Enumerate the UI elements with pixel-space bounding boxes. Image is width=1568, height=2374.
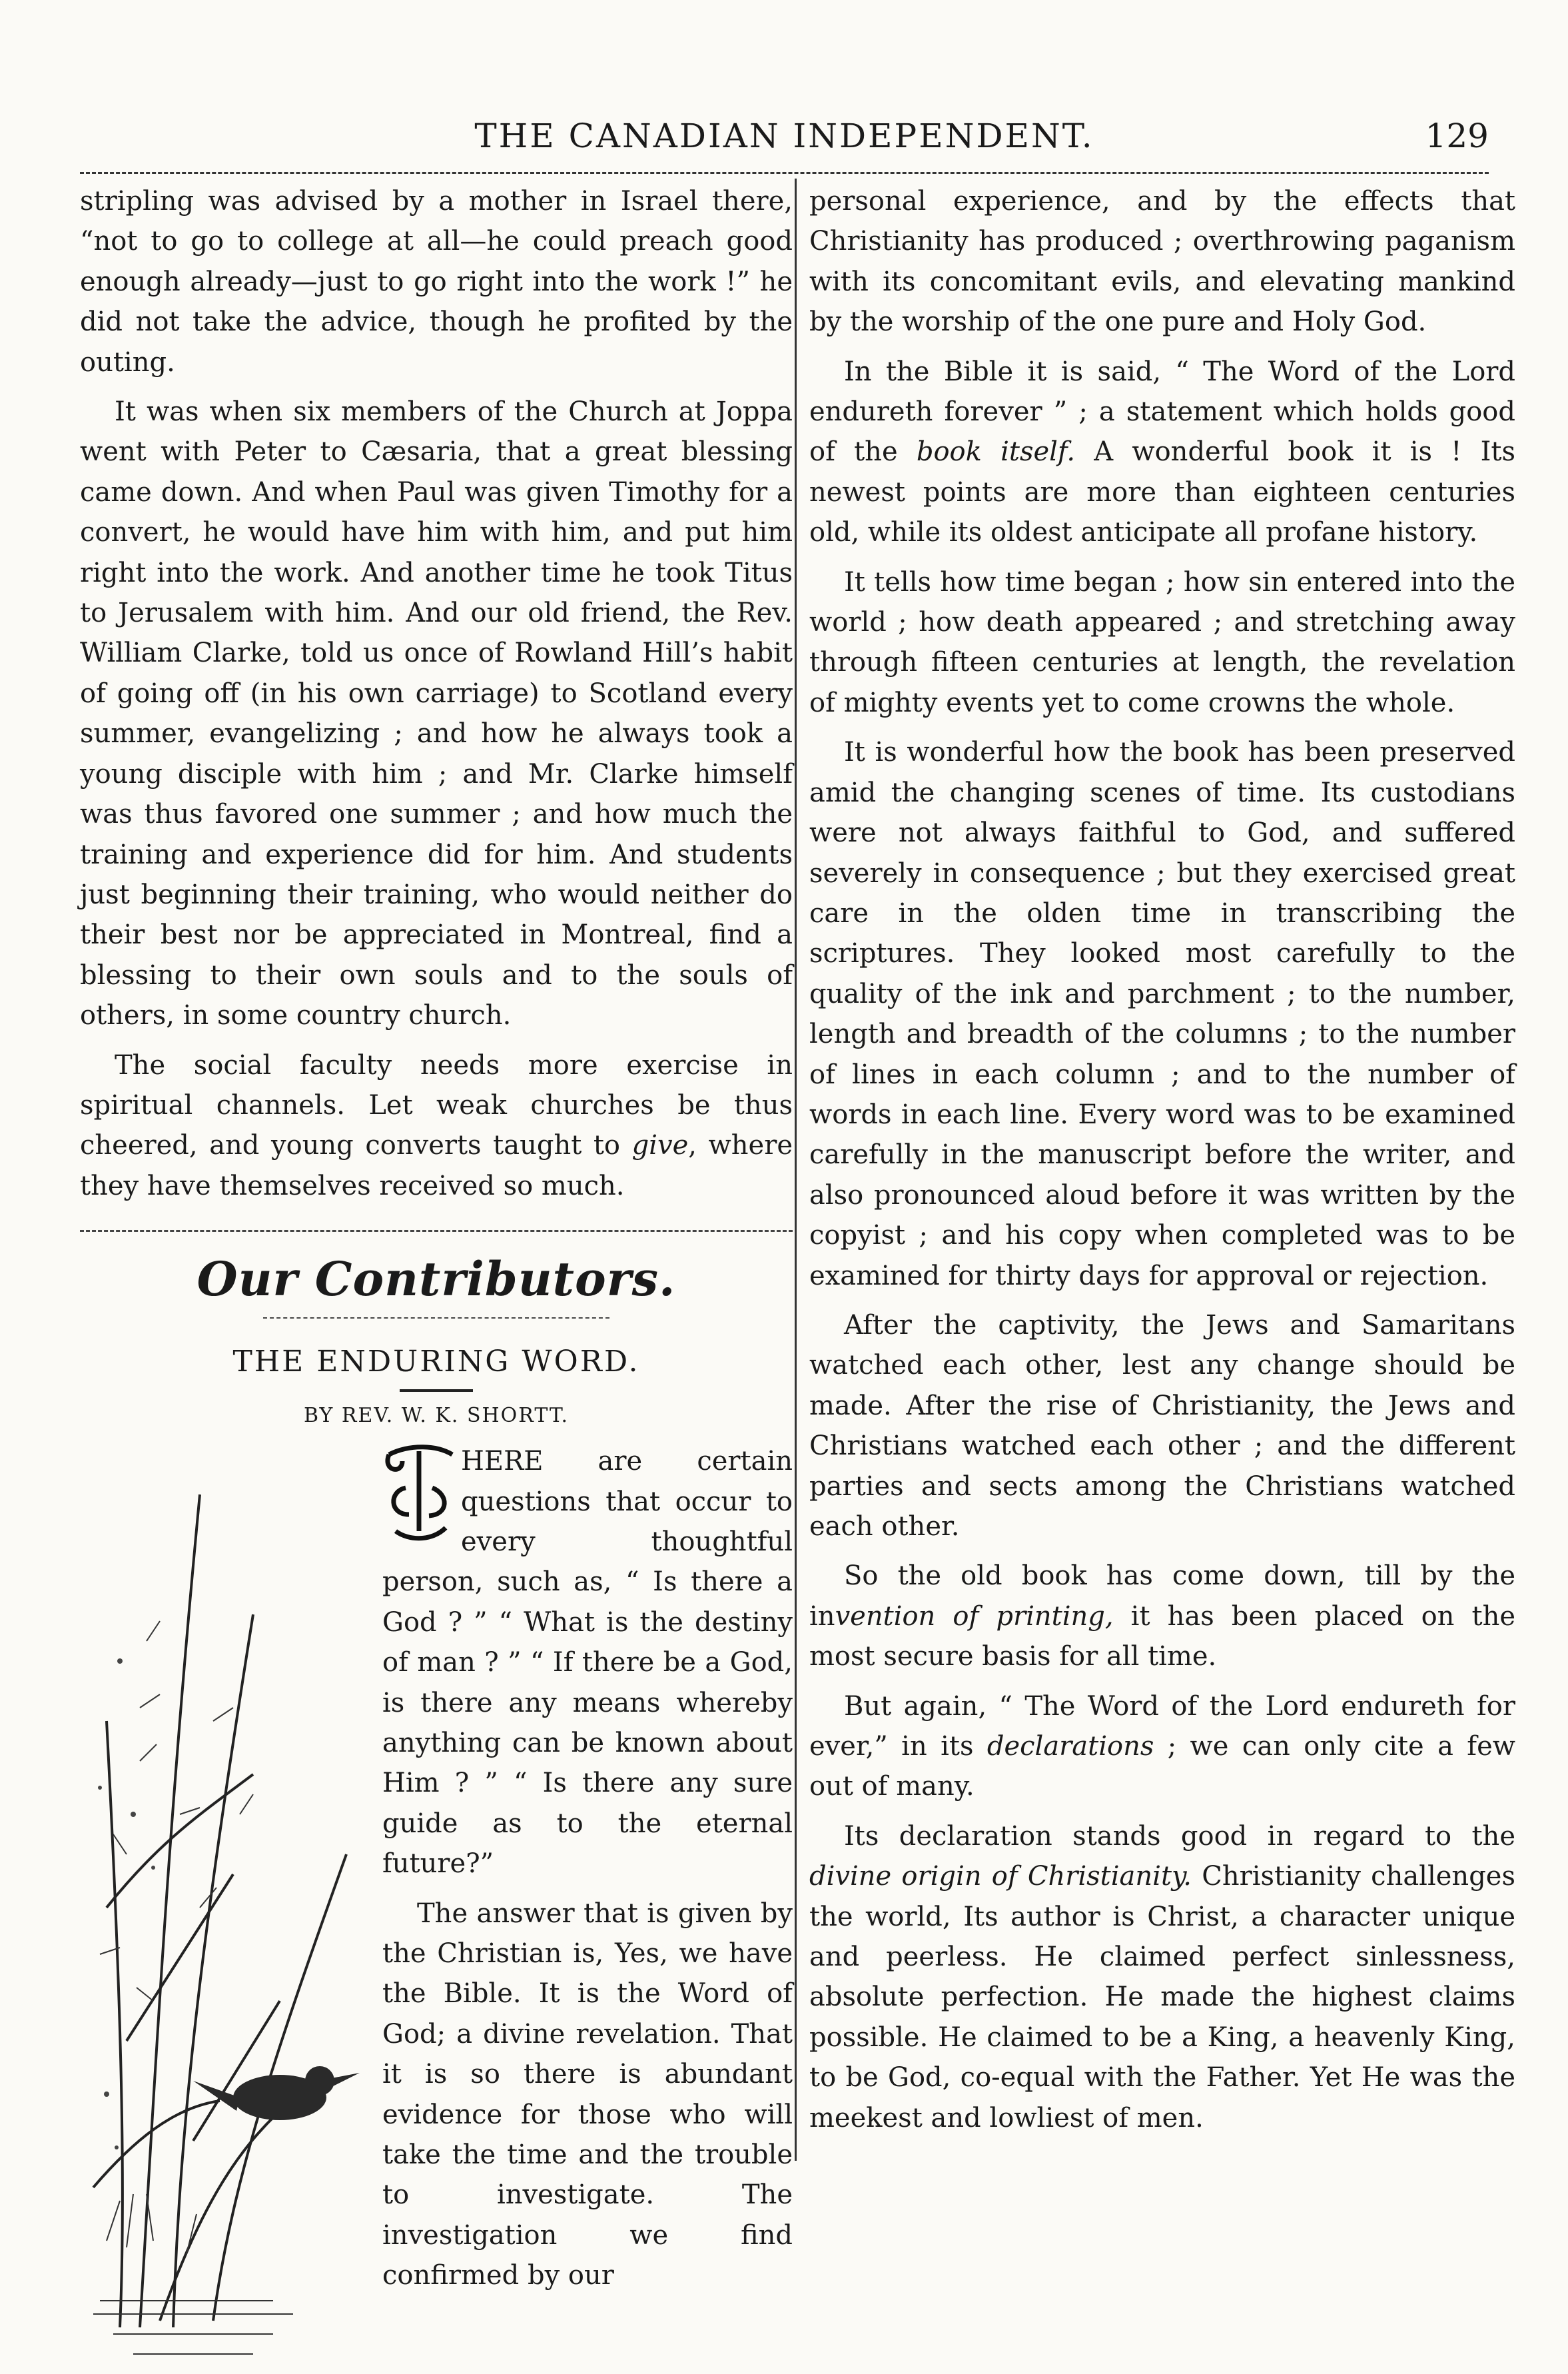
publication-title: THE CANADIAN INDEPENDENT.	[474, 117, 1094, 155]
paragraph	[809, 1556, 1515, 1676]
running-head	[80, 117, 1489, 167]
paragraph-text: A wonderful book it is ! Its newest points are more than eighteen centuries old, while its oldest anticipate all profane history.	[809, 436, 1515, 548]
byline: BY REV. W. K. SHORTT.	[303, 1404, 570, 1428]
emphasis: vention of printing,	[835, 1600, 1114, 1632]
paragraph-text: ; we can only cite a few out of many.	[809, 1731, 1515, 1802]
paragraph-text: it has been placed on the most secure basis for all time.	[809, 1600, 1516, 1672]
paragraph-text: , where they have themselves received so much.	[80, 1130, 793, 1201]
reeds-bird-illustration	[80, 1441, 373, 2374]
paragraph	[809, 352, 1515, 553]
emphasis: book itself.	[916, 436, 1076, 468]
reeds-illustration-svg	[80, 1441, 373, 2374]
paragraph-text: Its declaration stands good in regard to the	[844, 1820, 1515, 1852]
paragraph: It is wonderful how the book has been preserved amid the changing scenes of time. Its custodians were not always faithful to God, and suffered severely in consequence ; but they exercised great care in the olden time in transcribing the scriptures. They looked most carefully to the quality of the ink and parchment ; to the number, length and breadth of the columns ; to the number of lines in each column ; and to the number of words in each line. Every word was to be examined carefully in the manuscript before the writer, and also pronounced aloud before it was written by the copyist ; and his copy when completed was to be examined for thirty days for approval or rejection.	[809, 737, 1515, 1291]
title-rule	[400, 1389, 473, 1392]
header-rule	[80, 172, 1489, 174]
paragraph	[809, 1686, 1515, 1807]
paragraph: It was when six members of the Church at Joppa went with Peter to Cæsaria, that a great blessing came down. And when Paul was given Timothy for a convert, he would have him with him, and put him right into the work. And another time he took Titus to Jerusalem with him. And our old friend, the Rev. William Clarke, told us once of Rowland Hill’s habit of going off (in his own carriage) to Scotland every summer, evangelizing ; and how he always took a young disciple with him ; and Mr. Clarke himself was thus favored one summer ; and how much the training and experience did for him. And students just beginning their training, who would neither do their best nor be appreciated in Montreal, find a blessing to their own souls and to the souls of others, in some country church.	[80, 396, 793, 1031]
paragraph: personal experience, and by the effects that Christianity has produced ; overthrowing paganism with its concomitant evils, and elevating mankind by the worship of the one pure and Holy God.	[809, 186, 1515, 338]
paragraph: It tells how time began ; how sin entered into the world ; how death appeared ; and stretching away through fifteen centuries at length, the revelation of mighty events yet to come crowns the whole.	[809, 566, 1515, 718]
page-number: 129	[1425, 117, 1489, 155]
paragraph	[80, 1045, 793, 1207]
paragraph: stripling was advised by a mother in Israel there, “not to go to college at all—he could preach good enough already—just to go right into the work !” he did not take the advice, though he profited by the outing.	[80, 186, 793, 378]
paragraph-text: So the old book has come down, till by the in	[809, 1560, 1515, 1632]
article-opening: HERE are certain questions that occur to every thoughtful person, such as, “ Is there a God ? ” “ What is the destiny of man ? ” “ If there be a God, is there any means whereby anything can be known about Him ? ” “ Is there any sure guide as to the eternal future?”	[382, 1446, 793, 1880]
paragraph: After the captivity, the Jews and Samaritans watched each other, lest any change should be made. After the rise of Christianity, the Jews and Christians watched each other ; and the different parties and sects among the Christians watched each other.	[809, 1309, 1515, 1542]
column-divider	[795, 179, 797, 2161]
paragraph-text: But again, “ The Word of the Lord endureth for ever,” in its	[809, 1690, 1515, 1762]
paragraph	[809, 1816, 1515, 2138]
section-title: Our Contributors.	[196, 1251, 676, 1307]
left-column	[80, 181, 793, 2374]
paragraph-text: In the Bible it is said, “ The Word of the Lord endureth forever ” ; a statement which holds good of the	[809, 356, 1515, 468]
emphasis: divine origin of Christianity.	[809, 1861, 1192, 1892]
emphasis: declarations	[986, 1731, 1154, 1762]
drop-cap-svg	[382, 1441, 456, 1541]
drop-cap-t	[382, 1441, 456, 1541]
right-column	[809, 181, 1515, 2147]
section-rule	[80, 1230, 793, 1232]
article-title: THE ENDURING WORD.	[232, 1345, 640, 1379]
section-rule-short	[263, 1317, 609, 1319]
paragraph-text: Christianity challenges the world, Its author is Christ, a character unique and peerless. He claimed perfect sinlessness, absolute perfection. He made the highest claims possible. He claimed to be a King, a heavenly King, to be God, co-equal with the Father. Yet He was the meekest and lowliest of men.	[809, 1861, 1515, 2133]
paragraph: The answer that is given by the Christian is, Yes, we have the Bible. It is the Word of God; a divine revelation. That it is so there is abundant evidence for those who will take the time and the trouble to investigate. The investigation we find confirmed by our	[382, 1898, 793, 2291]
emphasis: give	[631, 1130, 689, 1161]
paragraph-text: The social faculty needs more exercise in spiritual channels. Let weak churches be thus cheered, and young converts taught to	[80, 1049, 793, 1161]
